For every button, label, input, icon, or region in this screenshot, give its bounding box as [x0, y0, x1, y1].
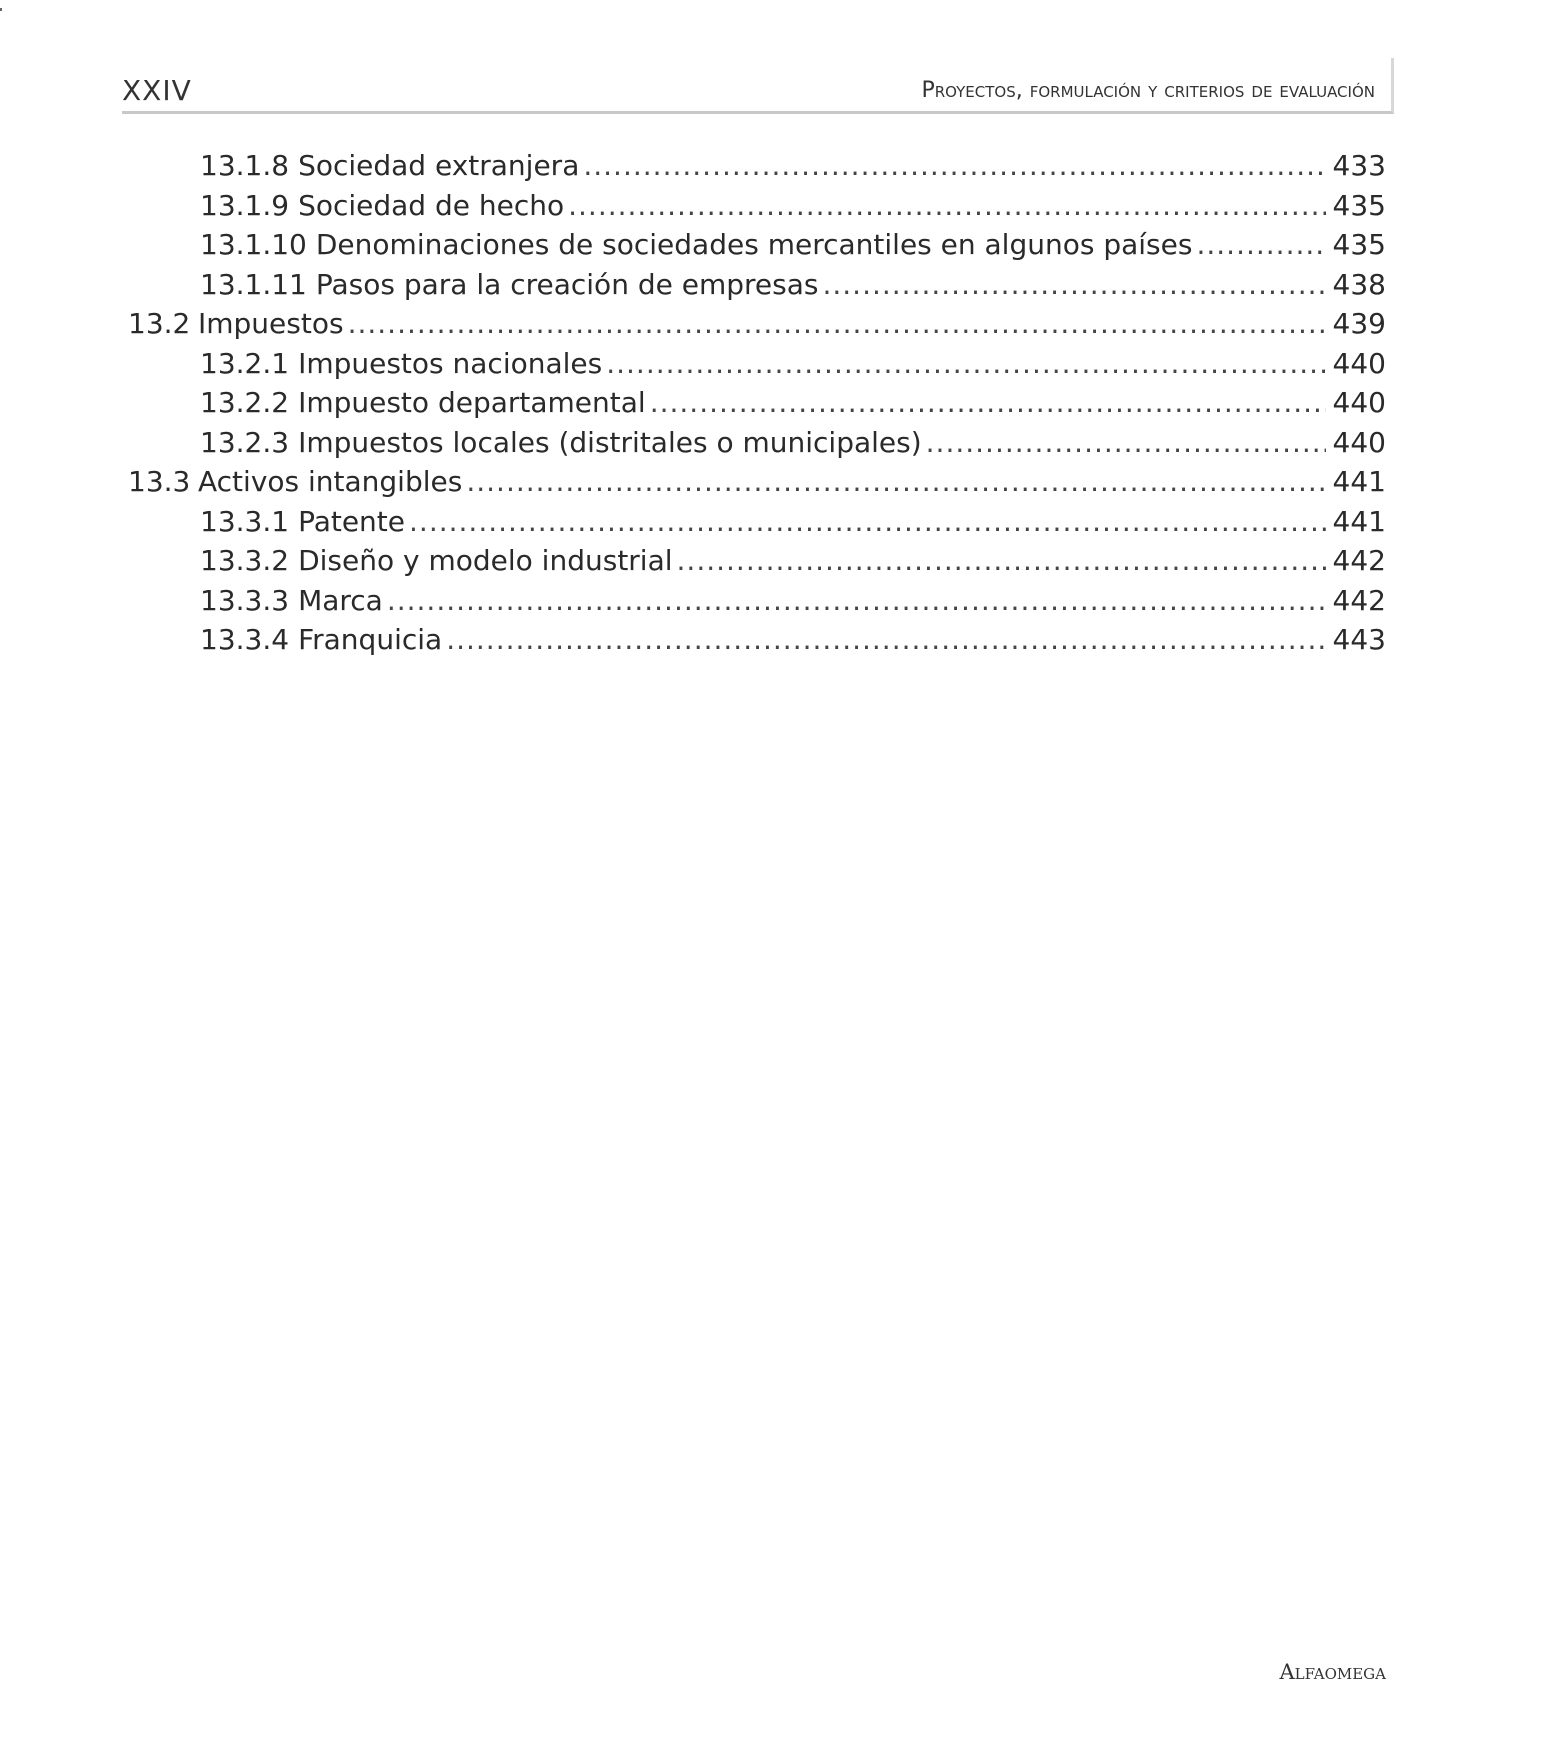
- dot-leader: [583, 146, 1326, 186]
- toc-entry[interactable]: [128, 462, 1386, 502]
- toc-entry-title: Franquicia: [298, 623, 443, 656]
- toc-entry-page: 442: [1332, 544, 1386, 577]
- table-of-contents: [128, 146, 1386, 660]
- dot-leader: [926, 423, 1326, 463]
- toc-entry[interactable]: [128, 423, 1386, 463]
- toc-entry-number: 13.2: [128, 307, 191, 340]
- toc-entry[interactable]: [128, 383, 1386, 423]
- toc-entry-number: 13.3.1: [200, 504, 290, 538]
- toc-entry-number: 13.3.4: [200, 623, 290, 656]
- toc-entry-page: 438: [1332, 267, 1386, 301]
- toc-entry-title: Pasos para la creación de empresas: [315, 267, 819, 301]
- toc-entry[interactable]: [128, 541, 1386, 581]
- toc-entry-page: 442: [1332, 583, 1386, 617]
- toc-entry-title: Sociedad de hecho: [298, 188, 565, 222]
- scan-edge-mark: [0, 8, 2, 11]
- toc-entry-title: Patente: [298, 504, 406, 538]
- toc-entry-page: 435: [1332, 228, 1386, 261]
- toc-entry-title: Impuestos nacionales: [298, 346, 603, 380]
- dot-leader: [568, 186, 1326, 226]
- toc-entry[interactable]: [128, 265, 1386, 305]
- running-title: Proyectos, formulación y criterios de evaluación: [921, 78, 1375, 103]
- toc-entry-number: 13.2.1: [200, 346, 290, 380]
- toc-entry[interactable]: [128, 304, 1386, 344]
- toc-entry-page: 433: [1332, 149, 1386, 182]
- dot-leader: [466, 462, 1326, 502]
- dot-leader: [606, 344, 1326, 384]
- dot-leader: [409, 502, 1326, 542]
- toc-entry-title: Impuestos locales (distritales o municipales): [298, 425, 922, 459]
- toc-entry-number: 13.1.11: [200, 267, 307, 301]
- toc-entry[interactable]: [128, 620, 1386, 660]
- toc-entry-page: 435: [1332, 188, 1386, 222]
- toc-entry-number: 13.1.10: [200, 228, 307, 261]
- toc-entry-page: 443: [1332, 623, 1386, 656]
- toc-entry-page: 439: [1332, 307, 1386, 340]
- toc-entry[interactable]: [128, 186, 1386, 226]
- dot-leader: [822, 265, 1326, 305]
- toc-entry[interactable]: [128, 581, 1386, 621]
- toc-entry-page: 441: [1332, 504, 1386, 538]
- toc-entry-title: Denominaciones de sociedades mercantiles en algunos países: [315, 228, 1193, 261]
- toc-entry[interactable]: [128, 502, 1386, 542]
- toc-entry-title: Activos intangibles: [198, 465, 463, 498]
- dot-leader: [348, 304, 1326, 344]
- toc-entry-number: 13.3.2: [200, 544, 290, 577]
- toc-entry-number: 13.3.3: [200, 583, 290, 617]
- dot-leader: [650, 383, 1326, 423]
- toc-entry-page: 440: [1332, 386, 1386, 419]
- dot-leader: [677, 541, 1326, 581]
- page-number: XXIV: [122, 74, 192, 107]
- dot-leader: [387, 581, 1326, 621]
- toc-entry-number: 13.1.9: [200, 188, 290, 222]
- toc-entry-page: 440: [1332, 425, 1386, 459]
- toc-entry[interactable]: [128, 146, 1386, 186]
- toc-entry-title: Diseño y modelo industrial: [298, 544, 673, 577]
- toc-entry[interactable]: [128, 344, 1386, 384]
- toc-entry-title: Marca: [298, 583, 383, 617]
- page-header: [122, 58, 1394, 114]
- toc-entry-number: 13.2.3: [200, 425, 290, 459]
- toc-entry-title: Impuesto departamental: [298, 386, 646, 419]
- toc-entry-title: Impuestos: [198, 307, 344, 340]
- toc-entry-title: Sociedad extranjera: [298, 149, 580, 182]
- toc-entry-number: 13.2.2: [200, 386, 290, 419]
- toc-entry[interactable]: [128, 225, 1386, 265]
- dot-leader: [1196, 225, 1326, 265]
- toc-entry-page: 440: [1332, 346, 1386, 380]
- publisher-footer: Alfaomega: [1279, 1660, 1386, 1684]
- toc-entry-number: 13.1.8: [200, 149, 290, 182]
- toc-entry-page: 441: [1332, 465, 1386, 498]
- dot-leader: [446, 620, 1326, 660]
- toc-entry-number: 13.3: [128, 465, 191, 498]
